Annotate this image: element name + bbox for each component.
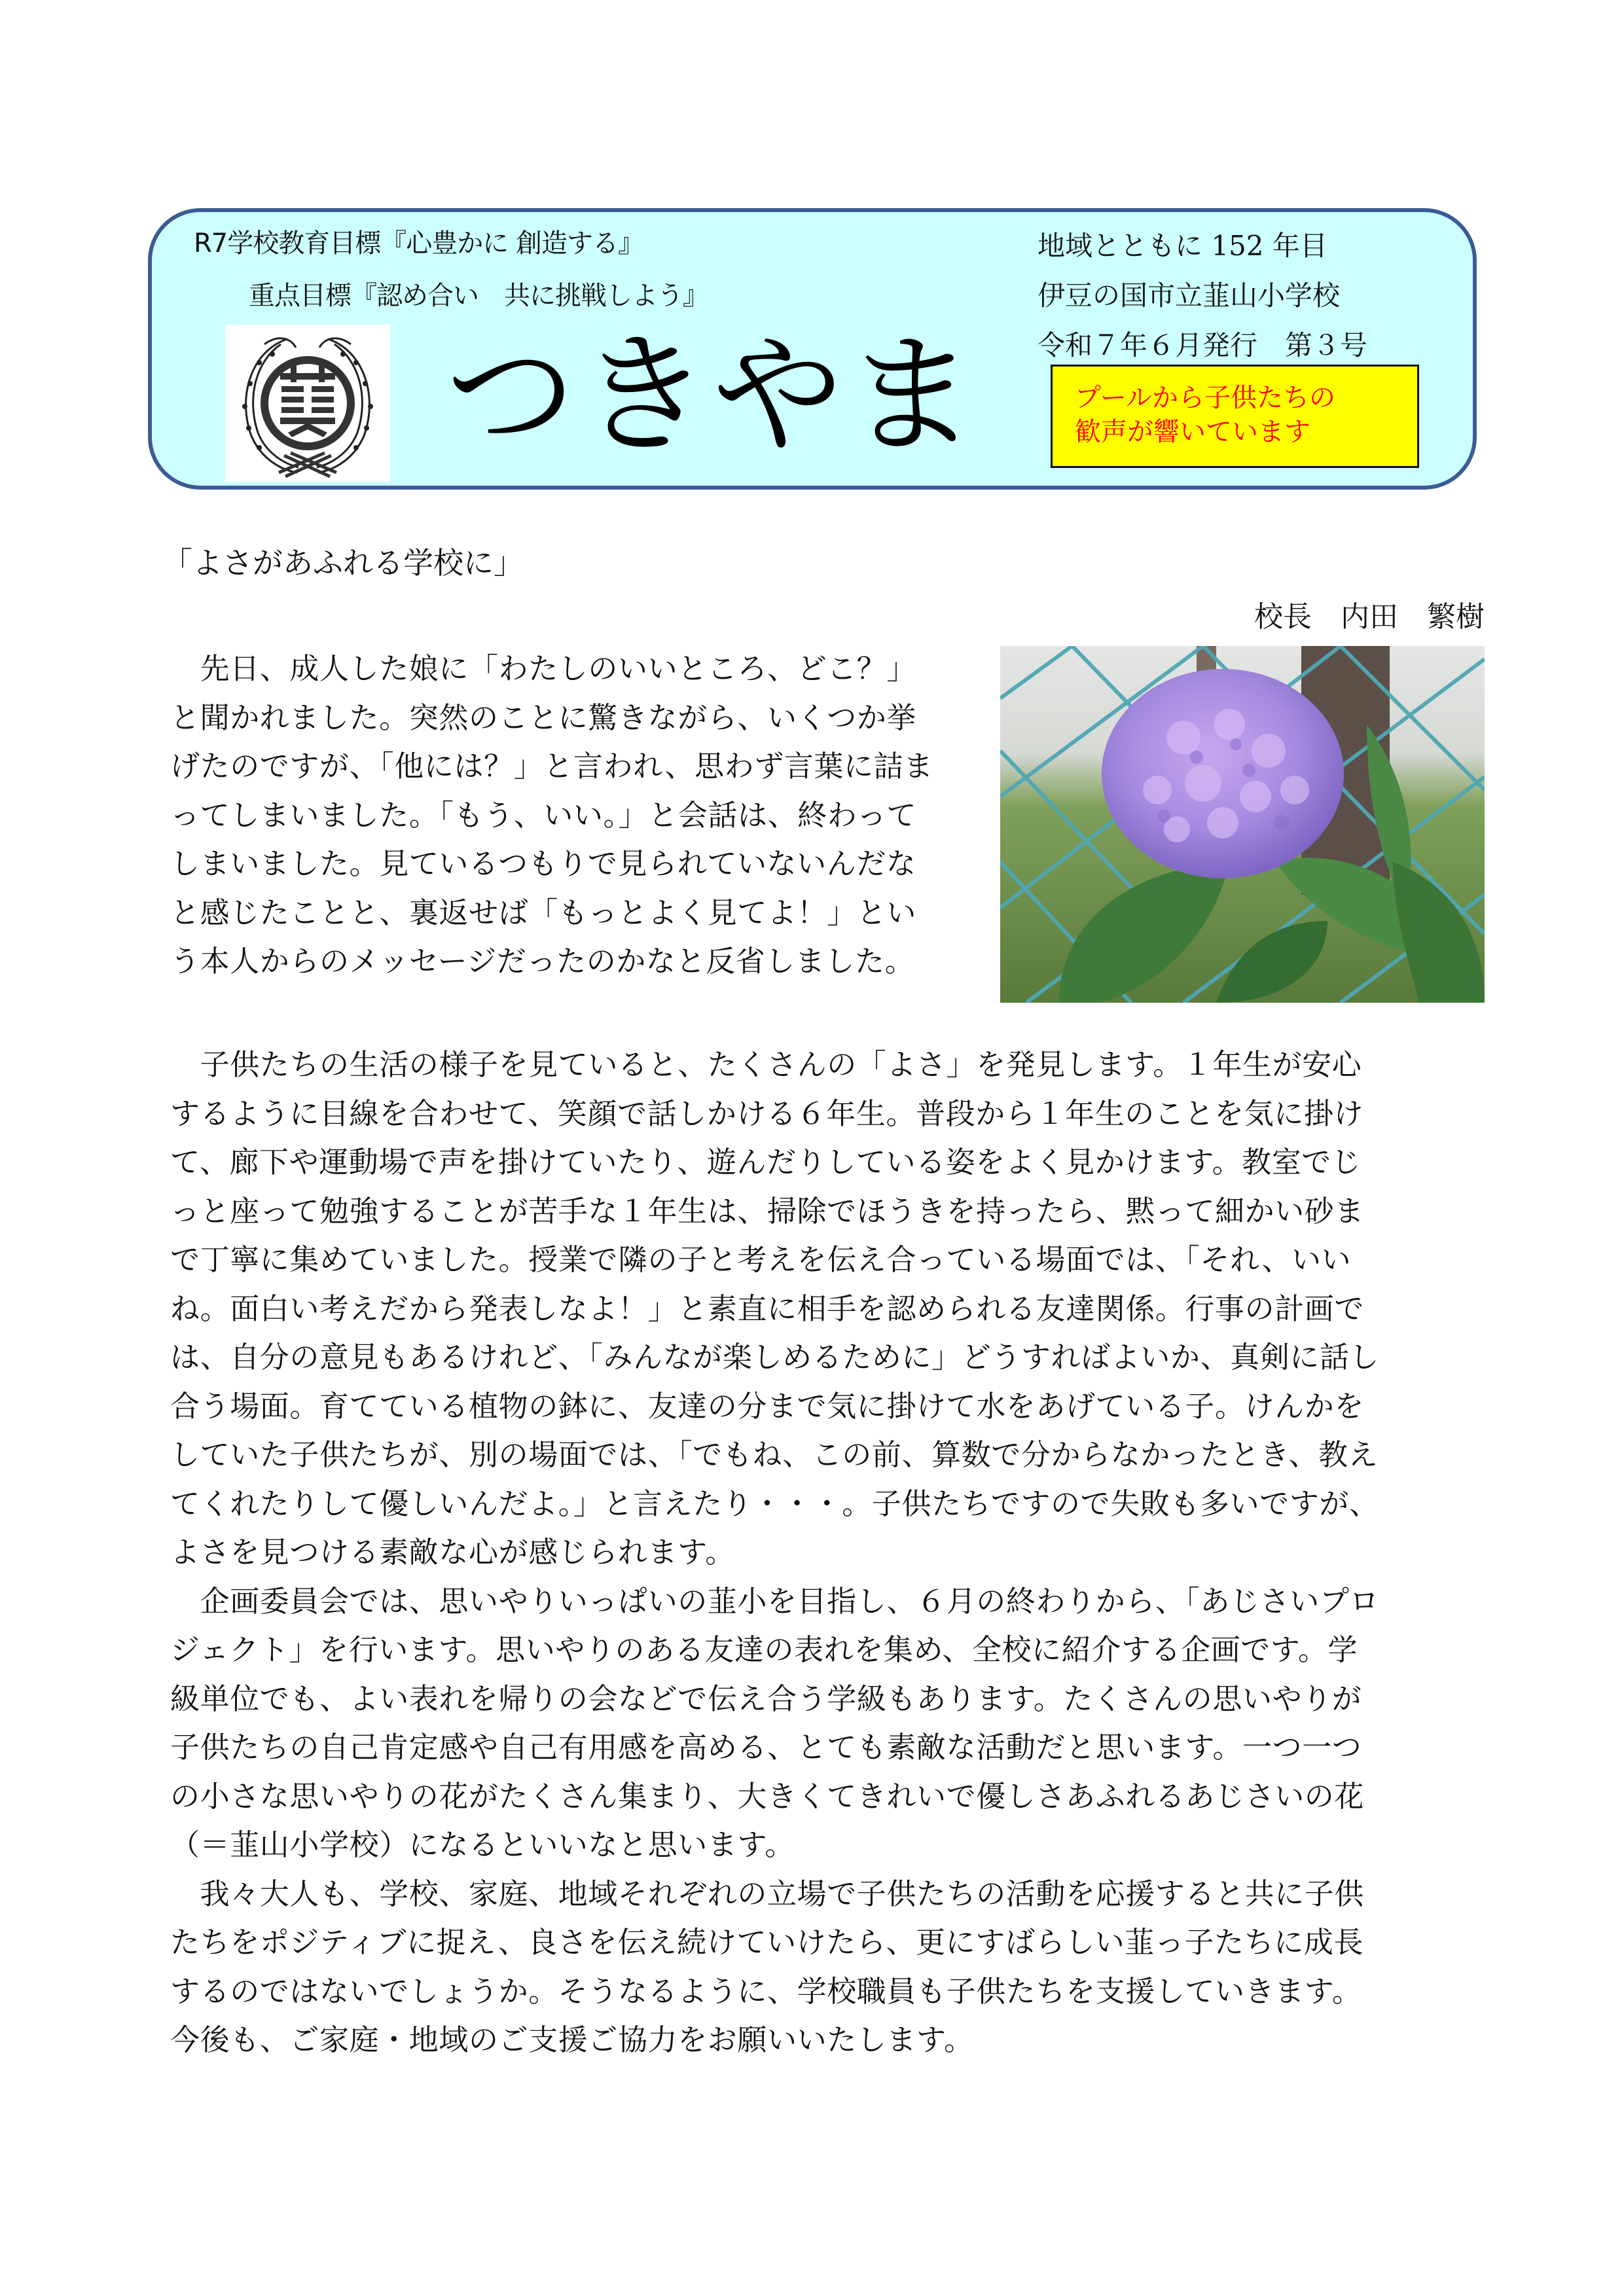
text-line: しまいました。見ているつもりで見られていないんだな xyxy=(170,846,916,881)
text-line: て、廊下や運動場で声を掛けていたり、遊んだりしている姿をよく見かけます。教室でじ xyxy=(170,1145,1362,1179)
text-line: ね。面白い考えだから発表しなよ！」と素直に相手を認められる友達関係。行事の計画で xyxy=(170,1291,1365,1326)
article-title: 「よさがあふれる学校に」 xyxy=(162,545,524,581)
text-line: （＝韮山小学校）になるといいなと思います。 xyxy=(170,1827,795,1862)
text-line: ってしまいました。「もう、いい。」と会話は、終わって xyxy=(170,797,917,833)
text-line: で丁寧に集めていました。授業で隣の子と考えを伝え合っている場面では、「それ、いい xyxy=(170,1242,1352,1277)
notice-line: プールから子供たちの xyxy=(1075,383,1335,413)
text-line: と聞かれました。突然のことに驚きながら、いくつか挙 xyxy=(170,700,917,735)
school-crest-icon xyxy=(225,325,390,482)
text-line: う本人からのメッセージだったのかなと反省しました。 xyxy=(170,944,915,978)
text-line: していた子供たちが、別の場面では、「でもね、この前、算数で分からなかったとき、教え xyxy=(170,1437,1379,1472)
text-line: 合う場面。育てている植物の鉢に、友達の分まで気に掛けて水をあげている子。けんかを xyxy=(170,1388,1365,1424)
text-line: 先日、成人した娘に「わたしのいいところ、どこ？」 xyxy=(170,651,917,686)
text-line: 今後も、ご家庭・地域のご支援ご協力をお願いいたします。 xyxy=(170,2022,974,2057)
text-line: 子供たちの生活の様子を見ていると、たくさんの「よさ」を発見します。１年生が安心 xyxy=(170,1047,1362,1082)
info-school-name: 伊豆の国市立韮山小学校 xyxy=(1038,279,1341,312)
hydrangea-photo xyxy=(1000,646,1485,1003)
text-line: たちをポジティブに捉え、良さを伝え続けていけたら、更にすばらしい韮っ子たちに成長 xyxy=(170,1925,1364,1960)
text-line: 企画委員会では、思いやりいっぱいの韮小を目指し、６月の終わりから、「あじさいプロ xyxy=(170,1583,1380,1619)
info-issue-date: 令和７年６月発行 第３号 xyxy=(1038,329,1368,361)
notice-line: 歓声が響いています xyxy=(1075,417,1310,447)
text-line: するのではないでしょうか。そうなるように、学校職員も子供たちを支援していきます。 xyxy=(170,1973,1362,2009)
text-line: の小さな思いやりの花がたくさん集まり、大きくてきれいで優しさあふれるあじさいの花 xyxy=(170,1778,1365,1814)
school-goal: R7学校教育目標『心豊かに 創造する』 xyxy=(194,228,643,259)
info-years: 地域とともに 152 年目 xyxy=(1038,230,1327,262)
issue-info xyxy=(1038,221,1367,370)
text-line: 級単位でも、よい表れを帰りの会などで伝え合う学級もあります。たくさんの思いやりが xyxy=(170,1681,1362,1716)
text-line: げたのですが、「他には？」と言われ、思わず言葉に詰ま xyxy=(170,749,933,783)
newsletter-title: つきやま xyxy=(445,319,980,472)
article-byline: 校長 内田 繁樹 xyxy=(1254,600,1485,634)
text-line: するように目線を合わせて、笑顔で話しかける６年生。普段から１年生のことを気に掛け xyxy=(170,1096,1364,1131)
text-line: ジェクト」を行います。思いやりのある友達の表れを集め、全校に紹介する企画です。学 xyxy=(170,1632,1358,1667)
text-line: てくれたりして優しいんだよ。」と言えたり・・・。子供たちですので失敗も多いですが、 xyxy=(170,1486,1379,1521)
focus-goal: 重点目標『認め合い 共に挑戦しよう』 xyxy=(249,281,708,311)
text-line: っと座って勉強することが苦手な１年生は、掃除でほうきを持ったら、黙って細かい砂ま xyxy=(170,1193,1365,1229)
text-line: は、自分の意見もあるけれど、「みんなが楽しめるために」どうすればよいか、真剣に話し xyxy=(170,1340,1380,1374)
text-line: と感じたことと、裏返せば「もっとよく見てよ！」とい xyxy=(170,895,917,930)
article-body xyxy=(170,1041,1499,2065)
text-line: 子供たちの自己肯定感や自己有用感を高める、とても素敵な活動だと思います。一つ一つ xyxy=(170,1730,1362,1765)
article-paragraph-intro xyxy=(170,645,982,986)
text-line: よさを見つける素敵な心が感じられます。 xyxy=(170,1535,735,1570)
text-line: 我々大人も、学校、家庭、地域それぞれの立場で子供たちの活動を応援すると共に子供 xyxy=(170,1876,1365,1911)
notice-box xyxy=(1051,365,1419,468)
